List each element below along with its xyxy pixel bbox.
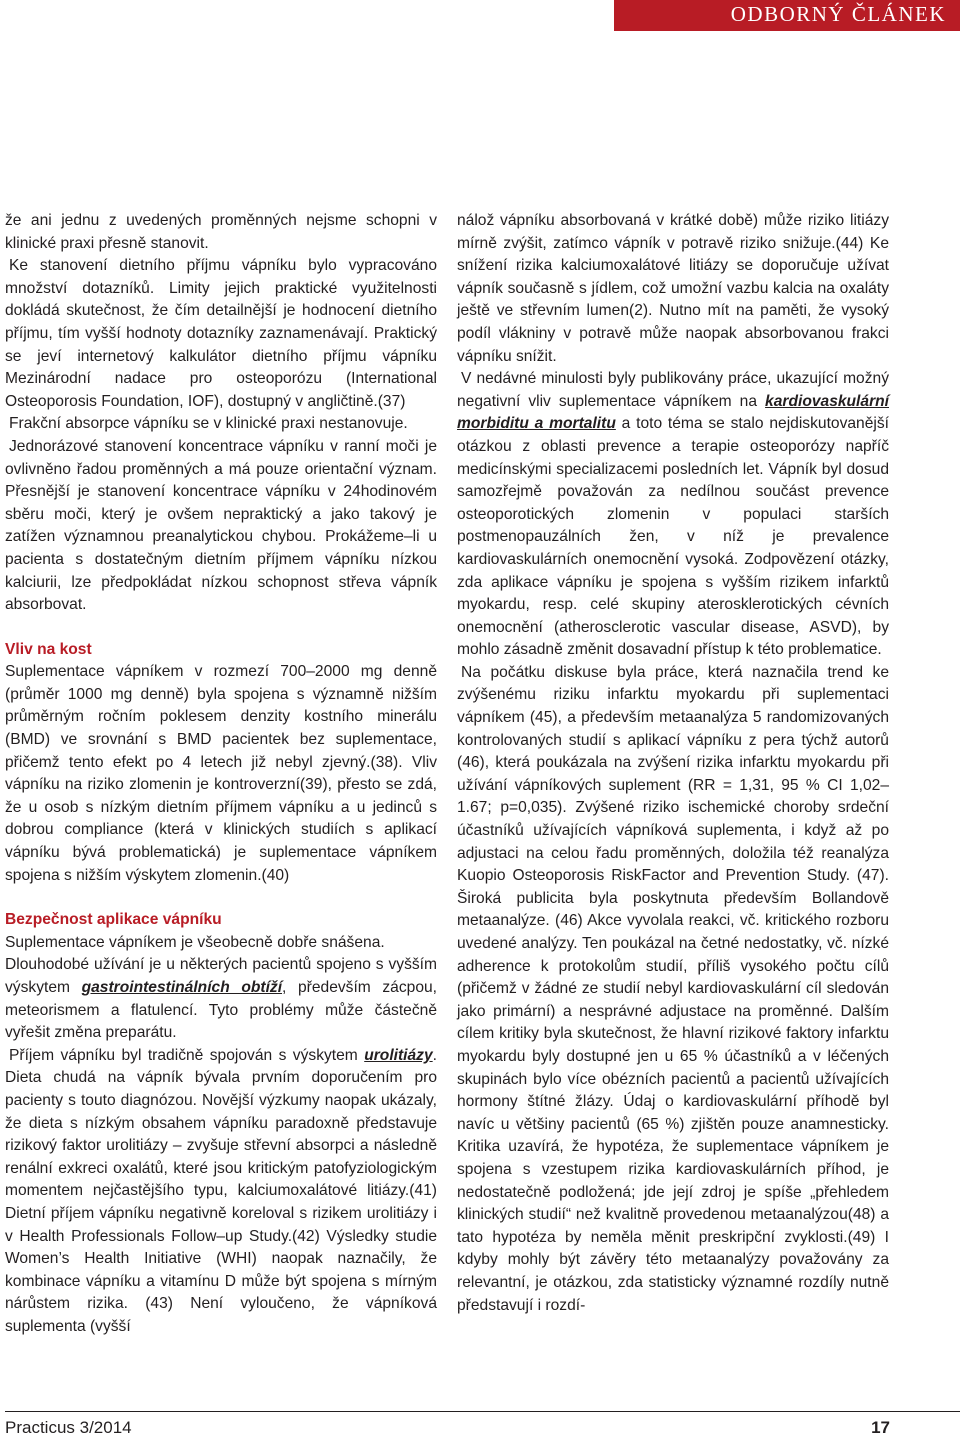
paragraph: Suplementace vápníkem je všeobecně dobře snášena. bbox=[5, 933, 385, 951]
journal-name: Practicus 3/2014 bbox=[5, 1418, 132, 1437]
paragraph: Suplementace vápníkem v rozmezí 700–2000 mg denně (průměr 1000 mg denně) byla spojena s významně nižším průměrným ročním poklesem denzity kostního minerálu (BMD) ve srovnání s BMD pacientek bez suplementace, přičemž tento efekt po 4 letech již nebyl zjevný.(38). Vliv vápníku na riziko zlomenin je kontroverzní(39), přesto se zdá, že u osob s nízkým dietním příjmem vápníku a u jedinců s dobrou compliance (která v klinických studiích s aplikací vápníku bývá problematická) je suplementace vápníkem spojena s nižším výskytem zlomenin.(40) bbox=[5, 663, 437, 884]
text-run: Příjem vápníku byl tradičně spojován s výskytem bbox=[9, 1046, 365, 1064]
page-footer bbox=[5, 1411, 960, 1440]
paragraph bbox=[457, 368, 889, 662]
paragraph: Na počátku diskuse byla práce, která naznačila trend ke zvýšenému riziku infarktu myokardu při suplementaci vápníkem (45), a především metaanalýza 5 randomizovaných kontrolovaných studií s aplikací vápníku z pera týchž autorů (46), která poukázala na zvýšení rizika infarktu myokardu při užívání vápníkových suplement (RR = 1,31, 95 % CI 1,02–1.67; p=0,035). Zvýšené riziko ischemické choroby srdeční účastníků užívajících vápníková suplementa, i když až po adjustaci na celou řadu proměnných, doložila též reanalýza Kuopio Osteoporosis RiskFactor and Prevention Study. (47). Široká publicita byla poskytnuta především Bollandově metaanalýze. (46) Akce vyvolala reakci, vč. kritického rozboru uvedené analýzy. Ten poukázal na četné nedostatky, vč. nízké adherence k protokolům studií, příliš vysokého počtu cílů (přičemž v žádné ze studií nebyl kardiovaskulární cíl sledován jako primární) a nesprávné adjustace na proměnné. Dalším cílem kritiky byla skutečnost, že hlavní rizikové faktory infarktu myokardu byly dostupné jen u 65 % účastníků a v léčených skupinách bylo více obézních pacientů a pacientů užívajících hormony štítné žlázy. Údaj o kardiovaskulární příhodě byl navíc u většiny pacientů (65 %) zjištěn pouze anamnesticky. Kritika uzavírá, že hypotéza, že suplementace vápníkem je spojena s vzestupem rizika kardiovaskulárních příhod, je nedostatečně podložená; jde její zdroj je spíše „přehledem klinických studií“ než kvalitně provedenou metaanalýzou(48) a tato hypotéza by neměla měnit preskripční zvyklosti.(49) I kdyby mohly být závěry této metaanalýzy považovány za relevantní, je otázkou, zda statisticky významné rozdíly nutně představují i rozdí- bbox=[457, 663, 889, 1314]
link-gastrointestinal[interactable]: gastrointestinálních obtíží bbox=[81, 979, 283, 996]
paragraph: že ani jednu z uvedených proměnných nejsme schopni v klinické praxi přesně stanovit. bbox=[5, 212, 437, 252]
section-heading: Vliv na kost bbox=[5, 640, 92, 658]
left-column bbox=[5, 210, 437, 1339]
text-run: , především zácpou, meteorismem a flatulencí. Tyto problémy může částečně vyřešit změna preparátu. bbox=[5, 979, 437, 1042]
paragraph bbox=[5, 954, 437, 1044]
link-urolithiasis[interactable]: urolitiázy bbox=[364, 1046, 433, 1064]
text-run: a toto téma se stalo nejdiskutovanější otázkou z oblasti prevence a terapie osteoporózy napříč medicínskými specializacemi posledních let. Vápník byl dosud samozřejmě považován za nedílnou součást prevence osteoporotických zlomenin v populaci starších postmenopauzálních žen, v níž je prevalence kardiovaskulárních onemocnění vysoká. Zodpovězení otázky, zda aplikace vápníku je spojena s vyšším rizikem infarktů myokardu, resp. celé skupiny aterosklerotických cévních onemocnění (atherosclerotic vascular disease, ASVD), by mohlo zásadně změnit dosavadní přístup k této problematice. bbox=[457, 415, 889, 659]
right-column bbox=[457, 210, 889, 1317]
page-number: 17 bbox=[871, 1418, 890, 1437]
text-run: . Dieta chudá na vápník bývala prvním doporučením pro pacienty s touto diagnózou. Novější výzkumy naopak ukázaly, že dieta s nízkým obsahem vápníku paradoxně představuje rizikový faktor urolitiázy – zvyšuje střevní absorpci a následně renální exkreci oxalátů, které jsou kritickým patofyziologickým momentem nejčastějšího typu, kalciumoxalátové litiázy.(41) Dietní příjem vápníku negativně koreloval s rizikem urolitiázy i v Health Professionals Follow–up Study.(42) Výsledky studie Women’s Health Initiative (WHI) naopak naznačily, že kombinace vápníku a vitamínu D může být spojena s mírným nárůstem rizika. (43) Není vyloučeno, že vápníková suplementa (vyšší bbox=[5, 1046, 437, 1335]
text-run: Dlouhodobé užívání je u některých pacientů spojeno s vyšším výskytem bbox=[5, 956, 437, 996]
section-label: ODBORNÝ ČLÁNEK bbox=[730, 2, 946, 26]
section-heading: Bezpečnost aplikace vápníku bbox=[5, 911, 222, 929]
paragraph: Jednorázové stanovení koncentrace vápníku v ranní moči je ovlivněno řadou proměnných a má pouze orientační význam. Přesnější je stanovení koncentrace vápníku v 24hodinovém sběru moči, který je ovšem nepraktický a jako takový je zatížen významnou preanalytickou chybou. Prokážeme–li u pacienta s dostatečným dietním příjmem vápníku nízkou kalciurii, lze předpokládat nízkou schopnost střeva vápník absorbovat. bbox=[5, 437, 437, 614]
paragraph: nálož vápníku absorbovaná v krátké době) může riziko litiázy mírně zvýšit, zatímco vápník v potravě riziko snižuje.(44) Ke snížení rizika kalciumoxalátové litiázy se doporučuje užívat vápník současně s jídlem, což umožní vazbu kalcia na oxaláty ještě ve střevním lumen(2). Nutno mít na paměti, že vysoký podíl vlákniny v potravě může naopak absorbovanou frakci vápníku snížit. bbox=[457, 212, 889, 365]
paragraph bbox=[5, 1045, 437, 1339]
section-banner bbox=[614, 0, 960, 31]
text-run: V nedávné minulosti byly publikovány práce, ukazující možný negativní vliv suplementace vápníkem na bbox=[457, 370, 889, 410]
paragraph: Frakční absorpce vápníku se v klinické praxi nestanovuje. bbox=[9, 415, 408, 433]
link-cardiovascular[interactable]: kardiovaskulární morbiditu a mortalitu bbox=[457, 392, 889, 433]
paragraph: Ke stanovení dietního příjmu vápníku bylo vypracováno množství dotazníků. Limity jejich praktické využitelnosti dokládá skutečnost, že čím detailnější je hodnocení dietního příjmu, tím vyšší hodnoty dotazníky zaznamenávají. Praktický se jeví internetový kalkulátor dietního příjmu vápníku Mezinárodní nadace pro osteoporózu (International Osteoporosis Foundation, IOF), dostupný v angličtině.(37) bbox=[5, 257, 437, 410]
